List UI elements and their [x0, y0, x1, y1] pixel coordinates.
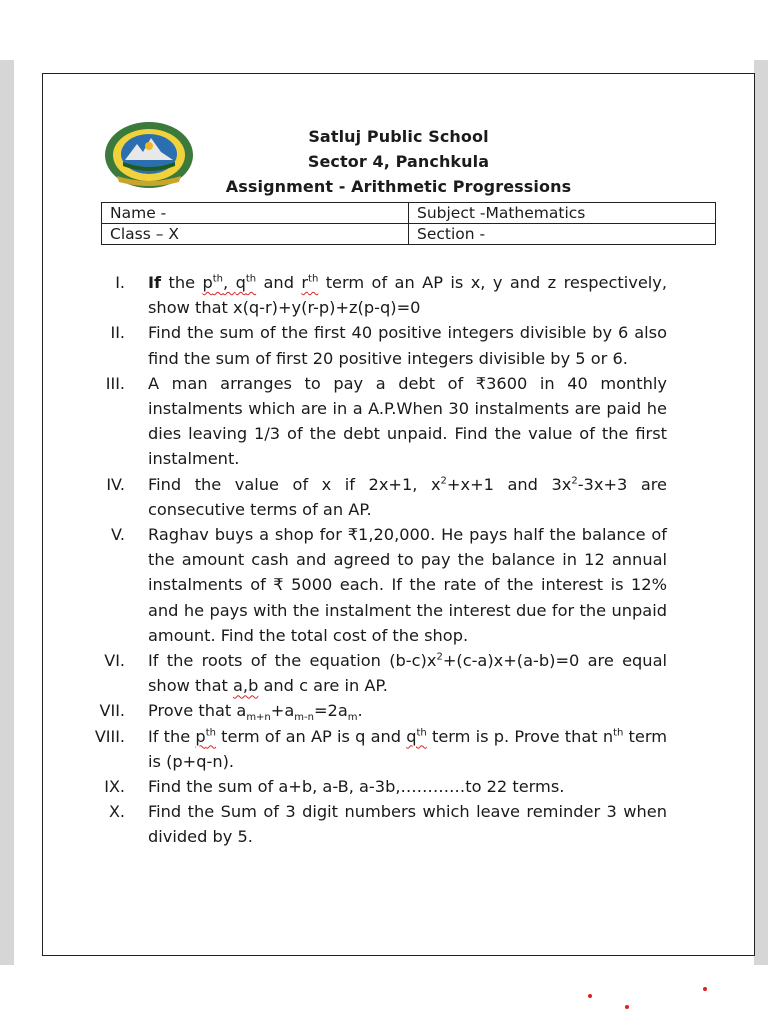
ab-term: a,b	[233, 676, 259, 696]
table-row	[102, 203, 716, 224]
question-2	[0, 320, 768, 370]
question-7	[0, 698, 768, 723]
r-th-term: $r^{th}$	[301, 273, 319, 292]
question-text: A man arranges to pay a debt of ₹3600 in 40 monthly instalments which are in a A.P.When 30 instalments are paid he dies leaving 1/3 of the debt unpaid. Find the value of the first instalment.	[148, 373, 667, 469]
question-3	[0, 371, 768, 472]
question-text: Find the value of x if 2x+1, $x^2+x+1$ and $3x^2-3x+3$ are consecutive terms of an AP.	[148, 474, 668, 519]
question-number: IX.	[104, 777, 125, 797]
question-text: Raghav buys a shop for ₹1,20,000. He pays half the balance of the amount cash and agreed to pay the balance in 12 annual instalments of ₹ 5000 each. If the rate of the interest is 12% and he pays with the instalment the interest due for the unpaid amount. Find the total cost of the shop.	[148, 525, 667, 645]
question-text: Prove that $a_{m+n}+a_{m-n}=2a_m$.	[148, 701, 363, 724]
question-9	[0, 774, 768, 799]
question-number: I.	[115, 273, 125, 292]
if-word: If	[148, 273, 162, 292]
red-mark-dot	[588, 994, 592, 998]
question-number: VII.	[99, 701, 125, 721]
question-number: VI.	[104, 651, 125, 671]
question-number: V.	[111, 525, 125, 545]
class-cell: Class – X	[102, 224, 409, 245]
school-name: Satluj Public School	[308, 127, 489, 146]
student-info-table	[101, 202, 716, 245]
question-text: If the roots of the equation $(b-c)x^2+(c-a)x+(a-b)=0$ are equal show that a,b and c are in AP.	[148, 651, 667, 696]
question-number: II.	[110, 323, 125, 343]
question-number: III.	[105, 373, 125, 393]
question-number: X.	[108, 802, 125, 822]
question-4	[0, 472, 768, 522]
question-list	[0, 270, 768, 850]
question-text	[148, 270, 667, 320]
text-fragment: the	[161, 273, 203, 292]
p-th-term: $p^{th}$,	[202, 273, 236, 292]
question-text: If the $p^{th}$ term of an AP is q and $q^{th}$ term is p. Prove that $n^{th}$ term is (p+q-n).	[148, 726, 667, 771]
table-row	[102, 224, 716, 245]
p-th-term: $p^{th}$	[195, 726, 216, 746]
q-th-term: $q^{th}$	[406, 726, 427, 746]
q-th-term: $q^{th}$	[235, 273, 257, 292]
red-mark-dot	[625, 1005, 629, 1009]
question-text: Find the sum of a+b, a-B, a-3b,…………to 22 terms.	[148, 777, 565, 797]
question-number: IV.	[106, 474, 125, 494]
text-fragment: term of an AP is x, y and z respectively, show that x(q-r)+y(r-p)+z(p-q)=0	[148, 273, 668, 318]
subject-cell: Subject -Mathematics	[409, 203, 716, 224]
name-cell[interactable]: Name -	[102, 203, 409, 224]
school-address: Sector 4, Panchkula	[307, 152, 490, 171]
assignment-title: Assignment - Arithmetic Progressions	[225, 177, 572, 196]
question-10	[0, 799, 768, 849]
question-1	[0, 270, 768, 320]
question-5	[0, 522, 768, 648]
question-number: VIII.	[94, 726, 125, 746]
section-cell[interactable]: Section -	[409, 224, 716, 245]
question-text: Find the Sum of 3 digit numbers which leave reminder 3 when divided by 5.	[148, 802, 667, 847]
red-mark-dot	[703, 987, 707, 991]
question-8	[0, 724, 768, 774]
text-fragment: and	[256, 273, 302, 292]
question-text: Find the sum of the first 40 positive integers divisible by 6 also find the sum of first 20 positive integers divisible by 5 or 6.	[148, 323, 667, 368]
question-6	[0, 648, 768, 698]
